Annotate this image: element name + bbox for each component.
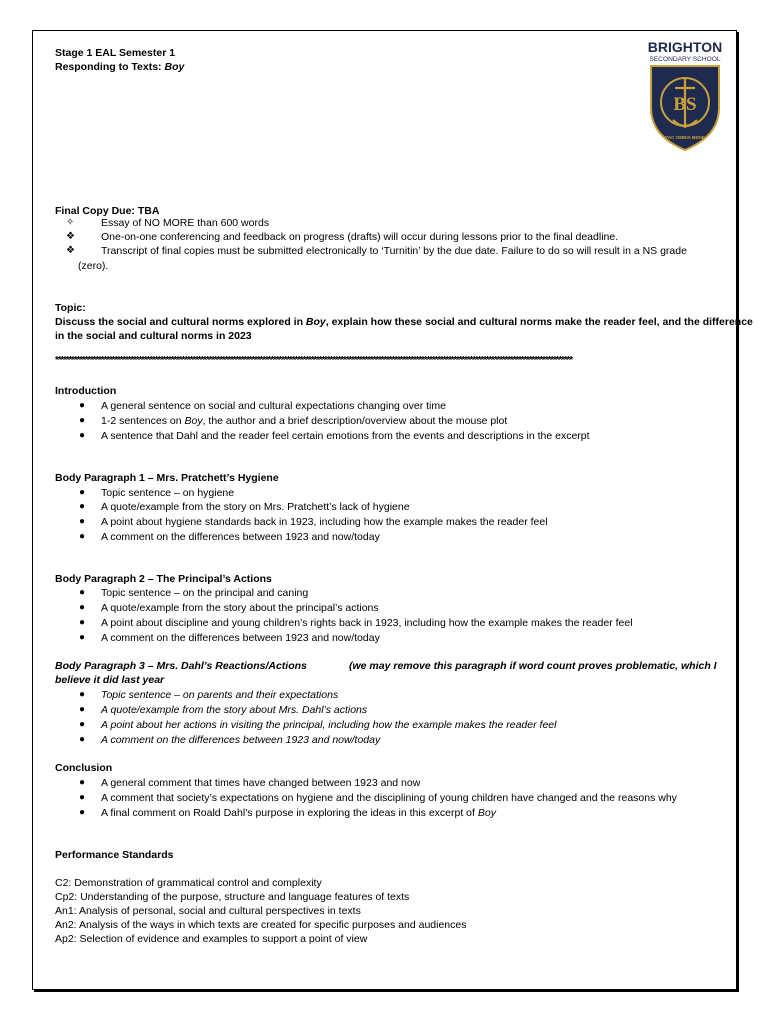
list-item: [101, 414, 507, 428]
list-item: A quote/example from the story about Mrs. Dahl’s actions: [101, 704, 368, 716]
section-heading: Performance Standards: [55, 849, 174, 861]
section-heading: Conclusion: [55, 762, 113, 774]
list-item: A comment that society’s expectations on hygiene and the disciplining of young children have changed and the reasons why: [101, 792, 677, 804]
course-title: Stage 1 EAL Semester 1: [55, 47, 176, 59]
bullet-icon: ●: [79, 632, 86, 643]
diamond-bullet-icon: ❖: [66, 245, 75, 256]
section-heading: Body Paragraph 1 – Mrs. Pratchett’s Hygiene: [55, 472, 279, 484]
bullet-icon: ●: [79, 531, 86, 542]
topic-text: , explain how these social and cultural norms make the reader feel, and the difference: [325, 316, 753, 328]
bullet-icon: ●: [79, 807, 86, 818]
section-note: (we may remove this paragraph if word count proves problematic, which I: [349, 660, 717, 672]
logo-school-subtitle: SECONDARY SCHOOL: [649, 56, 721, 63]
list-item: A quote/example from the story on Mrs. Pratchett’s lack of hygiene: [101, 501, 410, 513]
list-item-book-title: Boy: [477, 807, 496, 819]
list-item: A sentence that Dahl and the reader feel certain emotions from the events and descriptions in the excerpt: [101, 430, 590, 442]
due-heading: Final Copy Due: TBA: [55, 205, 160, 217]
list-item: A quote/example from the story about the principal’s actions: [101, 602, 379, 614]
bullet-icon: ●: [79, 734, 86, 745]
due-item: Transcript of final copies must be submitted electronically to ‘Turnitin’ by the due date. Failure to do so will result in a NS grade: [101, 245, 687, 257]
standard-item: An1: Analysis of personal, social and cultural perspectives in texts: [55, 905, 361, 917]
list-item: A point about discipline and young children’s rights back in 1923, including how the example makes the reader feel: [101, 617, 633, 629]
topic-line: in the social and cultural norms in 2023: [55, 330, 252, 342]
section-note-continued: believe it did last year: [55, 674, 165, 686]
due-item-continued: (zero).: [78, 260, 109, 272]
assignment-title-text: Responding to Texts:: [55, 61, 165, 73]
topic-text: Discuss the social and cultural norms explored in: [55, 316, 306, 328]
bullet-icon: ●: [79, 777, 86, 788]
logo-monogram: BS: [673, 94, 697, 115]
bullet-icon: ●: [79, 689, 86, 700]
bullet-icon: ●: [79, 516, 86, 527]
bullet-icon: ●: [79, 400, 86, 411]
list-item: Topic sentence – on hygiene: [101, 487, 235, 499]
list-item: A comment on the differences between 1923 and now/today: [101, 632, 380, 644]
bullet-icon: ●: [79, 430, 86, 441]
bullet-icon: ●: [79, 487, 86, 498]
separator: ************************************************************************************************************************************************************************************************: [55, 355, 572, 366]
due-item: Essay of NO MORE than 600 words: [101, 217, 270, 229]
bullet-icon: ●: [79, 415, 86, 426]
book-title: Boy: [164, 61, 185, 73]
list-item-book-title: Boy: [184, 415, 203, 427]
due-item: One-on-one conferencing and feedback on progress (drafts) will occur during lessons prior to the final deadline.: [101, 231, 619, 243]
bullet-icon: ●: [79, 792, 86, 803]
logo-motto: FAC OMNIA BENE: [665, 135, 705, 140]
section-heading: Introduction: [55, 385, 117, 397]
list-item: A general sentence on social and cultural expectations changing over time: [101, 400, 446, 412]
bullet-icon: ●: [79, 602, 86, 613]
list-item: [101, 806, 496, 820]
list-item-text: A final comment on Roald Dahl’s purpose in exploring the ideas in this excerpt of: [101, 807, 478, 819]
bullet-icon: ●: [79, 617, 86, 628]
standard-item: Cp2: Understanding of the purpose, structure and language features of texts: [55, 891, 410, 903]
list-item: Topic sentence – on parents and their expectations: [101, 689, 339, 701]
topic-book-title: Boy: [305, 316, 326, 328]
topic-heading: Topic:: [55, 302, 86, 314]
list-item: Topic sentence – on the principal and caning: [101, 587, 309, 599]
diamond-bullet-icon: ✧: [66, 217, 75, 228]
standard-item: Ap2: Selection of evidence and examples to support a point of view: [55, 933, 368, 945]
list-item: A comment on the differences between 1923 and now/today: [101, 531, 380, 543]
standard-item: C2: Demonstration of grammatical control and complexity: [55, 877, 322, 889]
list-item: A comment on the differences between 1923 and now/today: [101, 734, 381, 746]
assignment-title: [55, 60, 184, 74]
section-heading: Body Paragraph 3 – Mrs. Dahl’s Reactions/Actions: [55, 660, 307, 672]
standard-item: An2: Analysis of the ways in which texts are created for specific purposes and audiences: [55, 919, 467, 931]
list-item: A point about her actions in visiting the principal, including how the example makes the reader feel: [101, 719, 557, 731]
topic-line: [55, 315, 753, 329]
logo-school-name: BRIGHTON: [647, 39, 723, 55]
diamond-bullet-icon: ❖: [66, 231, 75, 242]
bullet-icon: ●: [79, 501, 86, 512]
bullet-icon: ●: [79, 704, 86, 715]
bullet-icon: ●: [79, 587, 86, 598]
list-item-text: 1-2 sentences on: [101, 415, 185, 427]
section-heading: Body Paragraph 2 – The Principal’s Actions: [55, 573, 272, 585]
school-logo: [641, 38, 729, 154]
list-item-text: , the author and a brief description/overview about the mouse plot: [202, 415, 508, 427]
list-item: A general comment that times have changed between 1923 and now: [101, 777, 421, 789]
list-item: A point about hygiene standards back in 1923, including how the example makes the reader feel: [101, 516, 548, 528]
bullet-icon: ●: [79, 719, 86, 730]
